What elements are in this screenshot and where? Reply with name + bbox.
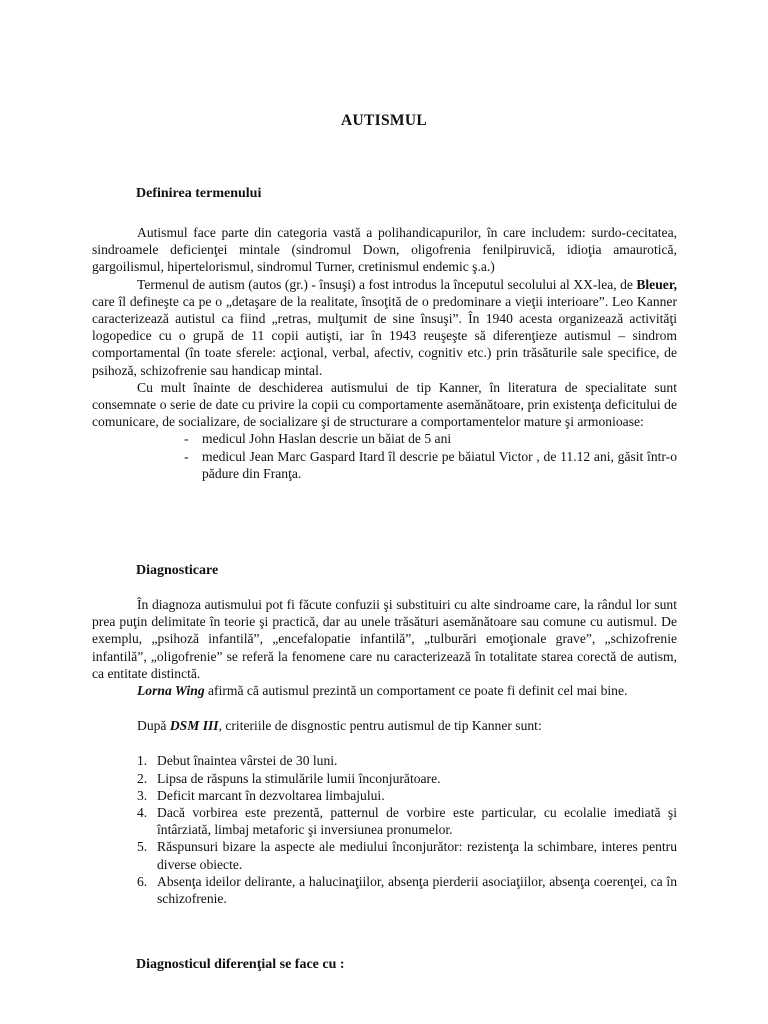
paragraph: După DSM III, criteriile de disgnostic pentru autismul de tip Kanner sunt: (137, 718, 542, 734)
list-item: - medicul Jean Marc Gaspard Itard îl descrie pe băiatul Victor , de 11.12 ani, găsit într-o pădure din Franţa. (184, 448, 677, 481)
document-title: AUTISMUL (341, 112, 427, 129)
paragraph: Autismul face parte din categoria vastă a polihandicapurilor, în care includem: surdo-cecitatea, sindroamele deficienţei mintale (sindromul Down, oligofrenia fenilpiruvică, idioţia amaurotică, gargoilismul, hipertelorismul, sindromul Turner, cretinismul endemic ş.a.) (92, 225, 677, 275)
bold-italic-name: Lorna Wing (137, 683, 205, 699)
section-definition-body (92, 224, 677, 482)
section-heading-definition: Definirea termenului (136, 186, 262, 201)
dash-marker: - (184, 431, 189, 447)
section-heading-diagnosis: Diagnosticare (136, 563, 219, 578)
list-item: 4. Dacă vorbirea este prezentă, patternul de vorbire este particular, cu ecolalie imediată şi întârziată, limbaj metaforic şi inversiunea pronumelor. (137, 805, 677, 838)
list-item: - medicul John Haslan descrie un băiat de 5 ani (184, 431, 452, 447)
list-item: 3. Deficit marcant în dezvoltarea limbajului. (137, 787, 385, 803)
paragraph: Lorna Wing afirmă că autismul prezintă un comportament ce poate fi definit cel mai bine. (137, 683, 628, 699)
list-item: 1. Debut înaintea vârstei de 30 luni. (137, 753, 338, 769)
paragraph: În diagnoza autismului pot fi făcute confuzii şi substituiri cu alte sindroame care, la rândul lor sunt prea puţin delimitate în teorie şi practică, dar au unele trăsături asemănătoare sau comune cu autismul. De exemplu, „psihoză infantilă”, „encefalopatie infantilă”, „tulburări emoţionale grave”, „schizofrenie infantilă”, „oligofrenie” se referă la fenomene care nu caracterizează în totalitate starea corectă de autism, ca entitate distinctă. (92, 597, 677, 681)
section-diagnosis-body (92, 596, 677, 907)
bold-italic-ref: DSM III (169, 718, 219, 734)
paragraph: Termenul de autism (autos (gr.) - însuşi) a fost introdus la începutul secolului al XX-lea, de Bleuer, care îl defineşte ca pe o „detaşare de la realitate, însoţită de o predominare a vieţii interioare”. Leo Kanner caracterizează autistul ca fiind „retras, mulţumit de sine însuşi”. În 1940 acesta organizează activităţi logopedice cu o grupă de 11 copii autişti, iar în 1943 reuşeşte să diferenţieze autismul – sindrom comportamental (în toate sferele: acţional, verbal, afectiv, cognitiv etc.) prin trăsăturile sale specifice, de psihoză, schizofrenie sau handicap mintal. (92, 276, 677, 378)
paragraph: Cu mult înainte de deschiderea autismului de tip Kanner, în literatura de specialitate sunt consemnate o serie de date cu privire la copii cu comportamente asemănătoare, prin existenţa deficitului de comunicare, de socializare, de socializare şi de structurare a comportamentelor mature şi armonioase: (92, 379, 677, 430)
numbered-list (92, 752, 677, 907)
dash-marker: - (184, 448, 189, 464)
list-item: 2. Lipsa de răspuns la stimulările lumii înconjurătoare. (137, 770, 441, 786)
list-item: 6. Absenţa ideilor delirante, a halucinaţiilor, absenţa pierderii asociaţiilor, absenţa coerenţei, ca în schizofrenie. (137, 873, 677, 907)
bold-name: Bleuer, (636, 276, 677, 292)
section-heading-differential: Diagnosticul diferenţial se face cu : (136, 957, 345, 972)
list-item: 5. Răspunsuri bizare la aspecte ale mediului înconjurător: rezistenţa la schimbare, interes pentru diverse obiecte. (137, 839, 677, 872)
